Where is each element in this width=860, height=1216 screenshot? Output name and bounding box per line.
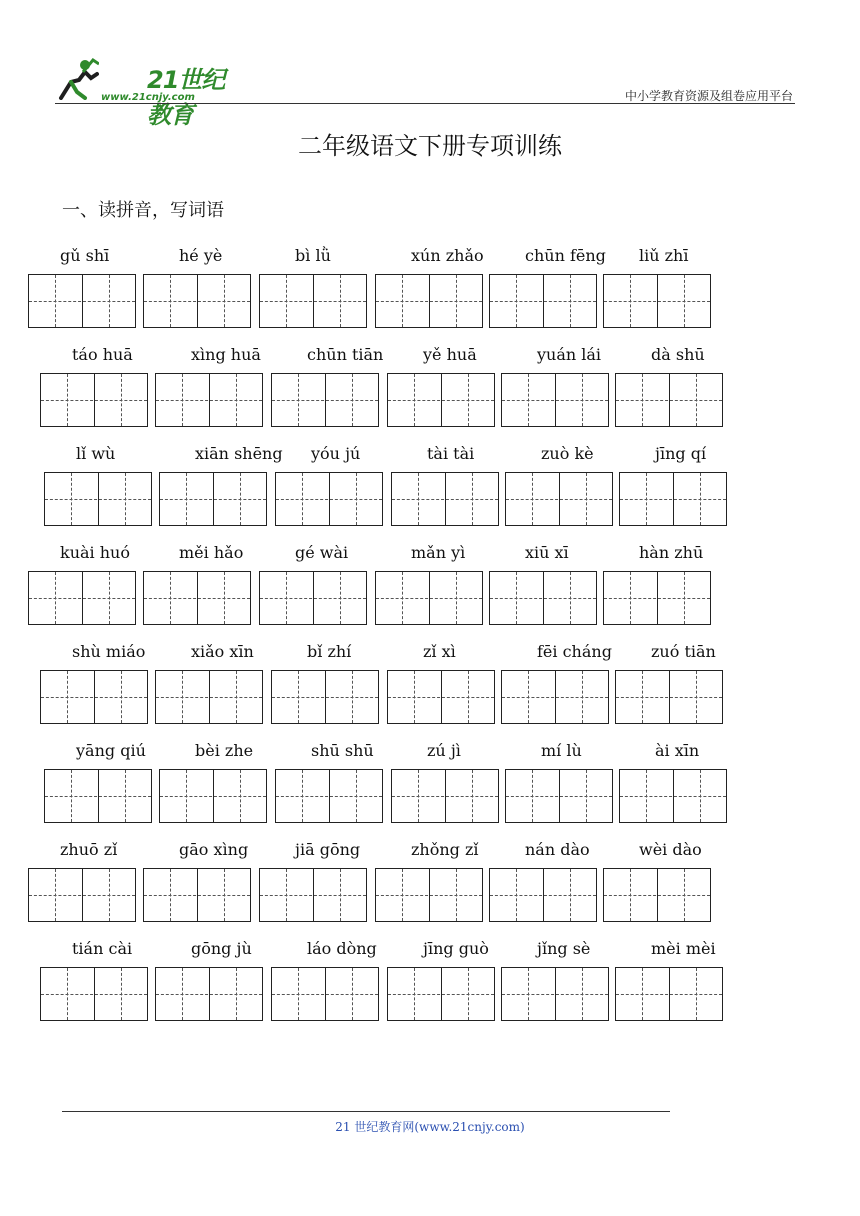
box-guide-line (121, 671, 122, 723)
word-cell (387, 642, 507, 742)
box-guide-line (340, 275, 341, 327)
box-guide-line (29, 598, 135, 599)
box-guide-line (236, 968, 237, 1020)
writing-box[interactable] (387, 373, 495, 427)
pinyin-label: jiā gōng (295, 840, 361, 859)
pinyin-label: yě huā (423, 345, 477, 364)
writing-box[interactable] (501, 967, 609, 1021)
pinyin-label: zuò kè (541, 444, 594, 463)
box-guide-line (696, 968, 697, 1020)
box-guide-line (696, 374, 697, 426)
box-guide-line (170, 275, 171, 327)
box-guide-line (144, 895, 250, 896)
word-cell (619, 444, 739, 544)
writing-box[interactable] (28, 571, 136, 625)
word-cell (505, 444, 625, 544)
box-guide-line (586, 770, 587, 822)
pinyin-label: gōng jù (191, 939, 252, 958)
writing-box[interactable] (387, 967, 495, 1021)
box-guide-line (236, 671, 237, 723)
word-cell (501, 642, 621, 742)
box-guide-line (352, 671, 353, 723)
box-guide-line (456, 869, 457, 921)
box-guide-line (616, 697, 722, 698)
writing-box[interactable] (489, 274, 597, 328)
pinyin-label: mèi mèi (651, 939, 716, 958)
box-guide-line (260, 895, 366, 896)
box-guide-line (570, 275, 571, 327)
writing-box[interactable] (143, 274, 251, 328)
footer-text: 21 世纪教育网(www.21cnjy.com) (335, 1120, 525, 1134)
pinyin-label: zǐ xì (423, 642, 456, 661)
pinyin-label: bèi zhe (195, 741, 254, 760)
writing-box[interactable] (44, 769, 152, 823)
box-guide-line (696, 671, 697, 723)
box-guide-line (468, 968, 469, 1020)
box-guide-line (156, 697, 262, 698)
box-guide-line (55, 869, 56, 921)
box-guide-line (356, 770, 357, 822)
box-guide-line (182, 968, 183, 1020)
box-guide-line (352, 968, 353, 1020)
box-guide-line (240, 473, 241, 525)
pinyin-label: yuán lái (537, 345, 602, 364)
pinyin-label: gé wài (295, 543, 349, 562)
box-guide-line (490, 598, 596, 599)
box-guide-line (630, 572, 631, 624)
word-cell (44, 741, 164, 841)
box-guide-line (570, 869, 571, 921)
pinyin-label: dà shū (651, 345, 705, 364)
box-guide-line (604, 301, 710, 302)
box-guide-line (528, 968, 529, 1020)
pinyin-label: jīng guò (423, 939, 489, 958)
writing-box[interactable] (375, 868, 483, 922)
word-cell (28, 246, 148, 346)
writing-box[interactable] (40, 670, 148, 724)
box-guide-line (121, 374, 122, 426)
box-guide-line (528, 374, 529, 426)
word-cell (275, 741, 395, 841)
box-guide-line (286, 275, 287, 327)
box-guide-line (160, 796, 266, 797)
box-guide-line (276, 499, 382, 500)
box-guide-line (456, 275, 457, 327)
box-guide-line (418, 770, 419, 822)
writing-box[interactable] (603, 571, 711, 625)
writing-box[interactable] (28, 868, 136, 922)
box-guide-line (41, 400, 147, 401)
box-guide-line (156, 400, 262, 401)
box-guide-line (224, 572, 225, 624)
box-guide-line (156, 994, 262, 995)
box-guide-line (302, 473, 303, 525)
word-cell (271, 939, 391, 1039)
pinyin-label: zhuō zǐ (60, 840, 118, 859)
box-guide-line (502, 994, 608, 995)
pinyin-label: zhǒng zǐ (411, 840, 479, 859)
box-guide-line (298, 968, 299, 1020)
box-guide-line (340, 572, 341, 624)
box-guide-line (71, 770, 72, 822)
word-cell (489, 840, 609, 940)
box-guide-line (620, 796, 726, 797)
writing-box[interactable] (603, 868, 711, 922)
box-guide-line (224, 869, 225, 921)
box-guide-line (700, 473, 701, 525)
box-guide-line (700, 770, 701, 822)
writing-box[interactable] (143, 571, 251, 625)
footer-divider (62, 1111, 670, 1112)
word-cell (259, 543, 379, 643)
box-guide-line (298, 374, 299, 426)
box-guide-line (67, 968, 68, 1020)
word-cell (40, 345, 160, 445)
box-guide-line (532, 770, 533, 822)
writing-box[interactable] (375, 571, 483, 625)
pinyin-label: láo dòng (307, 939, 377, 958)
box-guide-line (630, 869, 631, 921)
word-cell (615, 642, 735, 742)
box-guide-line (376, 895, 482, 896)
box-guide-line (468, 671, 469, 723)
writing-box[interactable] (271, 373, 379, 427)
pinyin-label: wèi dào (639, 840, 702, 859)
writing-box[interactable] (259, 868, 367, 922)
box-guide-line (604, 598, 710, 599)
box-guide-line (642, 374, 643, 426)
box-guide-line (642, 671, 643, 723)
writing-box[interactable] (271, 967, 379, 1021)
box-guide-line (121, 968, 122, 1020)
word-cell (159, 444, 283, 544)
pinyin-label: shū shū (311, 741, 374, 760)
writing-box[interactable] (159, 769, 267, 823)
pinyin-label: chūn fēng (525, 246, 606, 265)
writing-box[interactable] (275, 472, 383, 526)
box-guide-line (506, 796, 612, 797)
box-guide-line (272, 400, 378, 401)
logo-url: www.21cnjy.com (101, 92, 195, 103)
word-cell (489, 543, 609, 643)
pinyin-label: chūn tiān (307, 345, 384, 364)
word-cell (391, 444, 511, 544)
box-guide-line (45, 499, 151, 500)
box-guide-line (616, 994, 722, 995)
box-guide-line (604, 895, 710, 896)
pinyin-label: fēi cháng (537, 642, 612, 661)
word-cell (259, 246, 379, 346)
box-guide-line (516, 572, 517, 624)
box-guide-line (170, 869, 171, 921)
box-guide-line (586, 473, 587, 525)
writing-box[interactable] (615, 373, 723, 427)
box-guide-line (41, 697, 147, 698)
pinyin-label: zú jì (427, 741, 461, 760)
box-guide-line (630, 275, 631, 327)
word-cell (387, 345, 507, 445)
word-cell (259, 840, 379, 940)
box-guide-line (71, 473, 72, 525)
pinyin-label: bǐ zhí (307, 642, 352, 661)
box-guide-line (646, 473, 647, 525)
pinyin-label: hàn zhū (639, 543, 704, 562)
box-guide-line (182, 374, 183, 426)
box-guide-line (620, 499, 726, 500)
word-cell (387, 939, 507, 1039)
pinyin-label: gāo xìng (179, 840, 249, 859)
box-guide-line (29, 895, 135, 896)
word-cell (143, 543, 263, 643)
box-guide-line (502, 697, 608, 698)
writing-box[interactable] (619, 472, 727, 526)
writing-box[interactable] (155, 373, 263, 427)
box-guide-line (456, 572, 457, 624)
pinyin-label: ài xīn (655, 741, 700, 760)
pinyin-label: xiān shēng (195, 444, 283, 463)
box-guide-line (260, 301, 366, 302)
pinyin-label: yóu jú (311, 444, 361, 463)
writing-box[interactable] (387, 670, 495, 724)
writing-box[interactable] (391, 472, 499, 526)
pinyin-label: jīng qí (655, 444, 707, 463)
box-guide-line (490, 895, 596, 896)
box-guide-line (684, 869, 685, 921)
writing-box[interactable] (159, 472, 267, 526)
word-cell (28, 543, 148, 643)
writing-box[interactable] (505, 472, 613, 526)
word-cell (375, 246, 495, 346)
box-guide-line (502, 400, 608, 401)
box-guide-line (684, 275, 685, 327)
box-guide-line (55, 572, 56, 624)
box-guide-line (186, 770, 187, 822)
box-guide-line (468, 374, 469, 426)
box-guide-line (642, 968, 643, 1020)
box-guide-line (109, 869, 110, 921)
pinyin-label: xiū xī (525, 543, 569, 562)
box-guide-line (144, 598, 250, 599)
word-cell (275, 444, 395, 544)
box-guide-line (528, 671, 529, 723)
writing-box[interactable] (143, 868, 251, 922)
pinyin-label: hé yè (179, 246, 223, 265)
box-guide-line (472, 770, 473, 822)
word-cell (44, 444, 164, 544)
writing-box[interactable] (155, 670, 263, 724)
pinyin-label: nán dào (525, 840, 590, 859)
box-guide-line (272, 994, 378, 995)
pinyin-label: měi hǎo (179, 543, 244, 562)
word-cell (501, 939, 621, 1039)
writing-box[interactable] (375, 274, 483, 328)
word-cell (615, 939, 735, 1039)
box-guide-line (472, 473, 473, 525)
box-guide-line (506, 499, 612, 500)
word-cell (505, 741, 625, 841)
word-cell (143, 840, 263, 940)
writing-box[interactable] (44, 472, 152, 526)
pinyin-label: xiǎo xīn (191, 642, 254, 661)
box-guide-line (125, 473, 126, 525)
box-guide-line (388, 400, 494, 401)
writing-box[interactable] (40, 373, 148, 427)
box-guide-line (418, 473, 419, 525)
word-cell (155, 939, 275, 1039)
box-guide-line (55, 275, 56, 327)
box-guide-line (109, 572, 110, 624)
box-guide-line (67, 671, 68, 723)
box-guide-line (272, 697, 378, 698)
box-guide-line (352, 374, 353, 426)
word-cell (159, 741, 279, 841)
box-guide-line (392, 499, 498, 500)
word-cell (375, 840, 495, 940)
writing-box[interactable] (501, 670, 609, 724)
box-guide-line (298, 671, 299, 723)
box-guide-line (240, 770, 241, 822)
box-guide-line (582, 968, 583, 1020)
word-cell (489, 246, 609, 346)
box-guide-line (376, 301, 482, 302)
box-guide-line (402, 275, 403, 327)
box-guide-line (570, 572, 571, 624)
pinyin-label: xún zhǎo (411, 246, 484, 265)
writing-box[interactable] (619, 769, 727, 823)
word-cell (143, 246, 263, 346)
writing-box[interactable] (40, 967, 148, 1021)
writing-box[interactable] (501, 373, 609, 427)
box-guide-line (516, 275, 517, 327)
box-guide-line (582, 374, 583, 426)
box-guide-line (286, 869, 287, 921)
box-guide-line (160, 499, 266, 500)
platform-label: 中小学教育资源及组卷应用平台 (624, 89, 793, 103)
box-guide-line (125, 770, 126, 822)
box-guide-line (236, 374, 237, 426)
word-cell (271, 345, 391, 445)
pinyin-label: mǎn yì (411, 543, 466, 562)
word-cell (40, 642, 160, 742)
box-guide-line (67, 374, 68, 426)
pinyin-label: kuài huó (60, 543, 130, 562)
writing-box[interactable] (391, 769, 499, 823)
pinyin-label: yāng qiú (76, 741, 146, 760)
box-guide-line (414, 374, 415, 426)
pinyin-label: gǔ shī (60, 246, 110, 265)
writing-box[interactable] (615, 670, 723, 724)
box-guide-line (29, 301, 135, 302)
box-guide-line (224, 275, 225, 327)
box-guide-line (276, 796, 382, 797)
box-guide-line (414, 671, 415, 723)
pinyin-label: táo huā (72, 345, 133, 364)
logo-text: 21世纪教育 (147, 66, 225, 129)
box-guide-line (490, 301, 596, 302)
box-guide-line (684, 572, 685, 624)
writing-box[interactable] (603, 274, 711, 328)
pinyin-label: lǐ wù (76, 444, 116, 463)
pinyin-label: mí lù (541, 741, 582, 760)
writing-box[interactable] (615, 967, 723, 1021)
box-guide-line (402, 572, 403, 624)
pinyin-label: tài tài (427, 444, 475, 463)
box-guide-line (516, 869, 517, 921)
writing-box[interactable] (259, 274, 367, 328)
word-cell (603, 543, 723, 643)
pinyin-label: liǔ zhī (639, 246, 689, 265)
box-guide-line (302, 770, 303, 822)
writing-box[interactable] (505, 769, 613, 823)
word-cell (155, 345, 275, 445)
word-cell (271, 642, 391, 742)
writing-box[interactable] (275, 769, 383, 823)
box-guide-line (340, 869, 341, 921)
box-guide-line (41, 994, 147, 995)
box-guide-line (376, 598, 482, 599)
writing-box[interactable] (271, 670, 379, 724)
word-cell (155, 642, 275, 742)
word-cell (375, 543, 495, 643)
writing-box[interactable] (489, 868, 597, 922)
box-guide-line (286, 572, 287, 624)
box-guide-line (414, 968, 415, 1020)
word-cell (40, 939, 160, 1039)
word-cell (501, 345, 621, 445)
word-cell (603, 840, 723, 940)
word-cell (391, 741, 511, 841)
writing-box[interactable] (155, 967, 263, 1021)
box-guide-line (260, 598, 366, 599)
box-guide-line (532, 473, 533, 525)
box-guide-line (186, 473, 187, 525)
pinyin-label: xìng huā (191, 345, 261, 364)
pinyin-label: zuó tiān (651, 642, 716, 661)
pinyin-label: jǐng sè (537, 939, 591, 958)
box-guide-line (646, 770, 647, 822)
page-title: 二年级语文下册专项训练 (298, 132, 562, 160)
box-guide-line (109, 275, 110, 327)
pinyin-label: tián cài (72, 939, 133, 958)
box-guide-line (170, 572, 171, 624)
box-guide-line (392, 796, 498, 797)
word-cell (603, 246, 723, 346)
box-guide-line (144, 301, 250, 302)
word-cell (28, 840, 148, 940)
pinyin-label: shù miáo (72, 642, 146, 661)
box-guide-line (388, 697, 494, 698)
section-title: 一、读拼音，写词语 (62, 200, 224, 221)
box-guide-line (45, 796, 151, 797)
writing-box[interactable] (28, 274, 136, 328)
box-guide-line (388, 994, 494, 995)
box-guide-line (402, 869, 403, 921)
box-guide-line (356, 473, 357, 525)
word-cell (615, 345, 735, 445)
box-guide-line (182, 671, 183, 723)
pinyin-label: bì lǜ (295, 246, 331, 265)
word-cell (619, 741, 739, 841)
writing-box[interactable] (259, 571, 367, 625)
box-guide-line (582, 671, 583, 723)
box-guide-line (616, 400, 722, 401)
writing-box[interactable] (489, 571, 597, 625)
